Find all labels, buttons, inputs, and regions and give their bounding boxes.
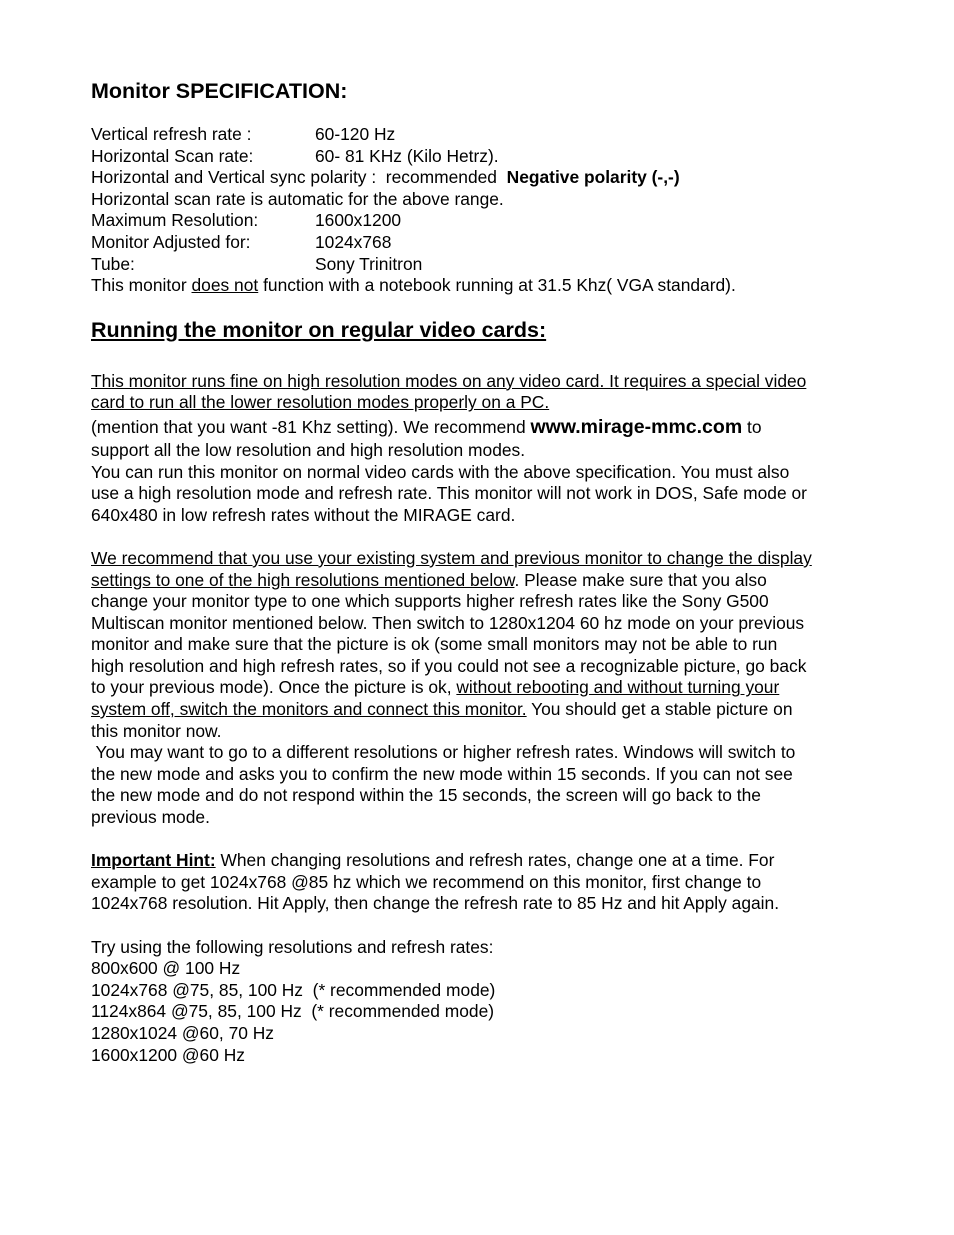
- spec-value: 60-120 Hz: [315, 124, 396, 144]
- spec-value: Sony Trinitron: [315, 253, 423, 274]
- scan-rate-line: Horizontal scan rate is automatic for the above range.: [91, 188, 504, 209]
- notebook-line: [91, 275, 891, 297]
- para1-url-line: [91, 414, 891, 440]
- para2-line: You may want to go to a different resolutions or higher refresh rates. Windows will switch to: [91, 742, 796, 763]
- para2-line: the new mode and asks you to confirm the new mode within 15 seconds. If you can not see: [91, 763, 793, 784]
- para2-line: [91, 677, 891, 699]
- spec-value: 60- 81 KHz (Kilo Hetrz).: [315, 145, 499, 166]
- mode-item: 1124x864 @75, 85, 100 Hz (* recommended mode): [91, 1001, 495, 1022]
- para2-line: [91, 570, 891, 592]
- para1-line: use a high resolution mode and refresh rate. This monitor will not work in DOS, Safe mode or: [91, 483, 807, 504]
- mode-item: 1024x768 @75, 85, 100 Hz (* recommended mode): [91, 979, 496, 1000]
- notebook-post: function with a notebook running at 31.5 Khz( VGA standard).: [258, 275, 736, 296]
- para2-text: . Please make sure that you also: [514, 569, 767, 590]
- para2-line: this monitor now.: [91, 720, 222, 741]
- para2-line: We recommend that you use your existing system and previous monitor to change the display: [91, 547, 812, 568]
- spec-label: Vertical refresh rate :: [91, 124, 252, 144]
- para2-line: Multiscan monitor mentioned below. Then switch to 1280x1204 60 hz mode on your previous: [91, 612, 805, 633]
- para2-line: [91, 699, 891, 721]
- para2-underlined: without rebooting and without turning your: [456, 677, 780, 698]
- notebook-underlined: does not: [191, 275, 259, 296]
- spec-value: 1024x768: [315, 231, 392, 252]
- page-title: Monitor SPECIFICATION:: [91, 79, 348, 103]
- hint-text: When changing resolutions and refresh rates, change one at a time. For: [215, 850, 775, 871]
- url-post: to: [742, 416, 762, 437]
- spec-row: [91, 210, 891, 232]
- para1-line: 640x480 in low refresh rates without the MIRAGE card.: [91, 504, 516, 525]
- para2-underlined: system off, switch the monitors and connect this monitor.: [91, 699, 527, 720]
- sync-polarity-value: Negative polarity (-,-): [506, 167, 680, 188]
- sync-text: Horizontal and Vertical sync polarity : recommended: [91, 167, 507, 188]
- mirage-url-text: www.mirage-mmc.com: [530, 415, 743, 438]
- para2-line: monitor and make sure that the picture is ok (some small monitors may not be able to run: [91, 634, 778, 655]
- sync-polarity-line: [91, 167, 891, 189]
- spec-value: 1600x1200: [315, 210, 402, 231]
- para2-text: You should get a stable picture on: [526, 699, 793, 720]
- spec-row: [91, 124, 891, 146]
- para1-line: You can run this monitor on normal video cards with the above specification. You must also: [91, 461, 790, 482]
- para1-line: This monitor runs fine on high resolution modes on any video card. It requires a special video: [91, 370, 807, 391]
- para2-text: to your previous mode). Once the picture is ok,: [91, 677, 457, 698]
- hint-line: example to get 1024x768 @85 hz which we recommend on this monitor, first change to: [91, 871, 762, 892]
- para2-line: change your monitor type to one which supports higher refresh rates like the Sony G500: [91, 591, 769, 612]
- spec-label: Tube:: [91, 253, 135, 274]
- mode-item: 1600x1200 @60 Hz: [91, 1044, 245, 1065]
- hint-line: [91, 850, 891, 872]
- url-pre: (mention that you want -81 Khz setting). We recommend: [91, 416, 531, 437]
- para1-line: support all the low resolution and high resolution modes.: [91, 439, 526, 460]
- spec-label: Monitor Adjusted for:: [91, 231, 251, 252]
- para2-line: the new mode and do not respond within the 15 seconds, the screen will go back to the: [91, 785, 761, 806]
- spec-row: [91, 232, 891, 254]
- notebook-pre: This monitor: [91, 275, 192, 296]
- mode-item: 1280x1024 @60, 70 Hz: [91, 1022, 274, 1043]
- mode-item: 800x600 @ 100 Hz: [91, 958, 241, 979]
- hint-line: 1024x768 resolution. Hit Apply, then change the refresh rate to 85 Hz and hit Apply again.: [91, 893, 780, 914]
- spec-label: Horizontal Scan rate:: [91, 145, 254, 166]
- section-heading-video-cards: Running the monitor on regular video cards:: [91, 317, 547, 342]
- spec-row: [91, 254, 891, 276]
- para1-line: card to run all the lower resolution modes properly on a PC.: [91, 392, 550, 413]
- important-hint-label: Important Hint:: [91, 850, 216, 871]
- spec-label: Maximum Resolution:: [91, 210, 259, 231]
- para2-underlined: settings to one of the high resolutions mentioned below: [91, 569, 515, 590]
- document-page: [91, 78, 891, 1066]
- spec-row: [91, 146, 891, 168]
- para2-line: previous mode.: [91, 807, 210, 828]
- para2-line: high resolution and high refresh rates, so if you could not see a recognizable picture, go back: [91, 655, 807, 676]
- modes-intro: Try using the following resolutions and refresh rates:: [91, 936, 494, 957]
